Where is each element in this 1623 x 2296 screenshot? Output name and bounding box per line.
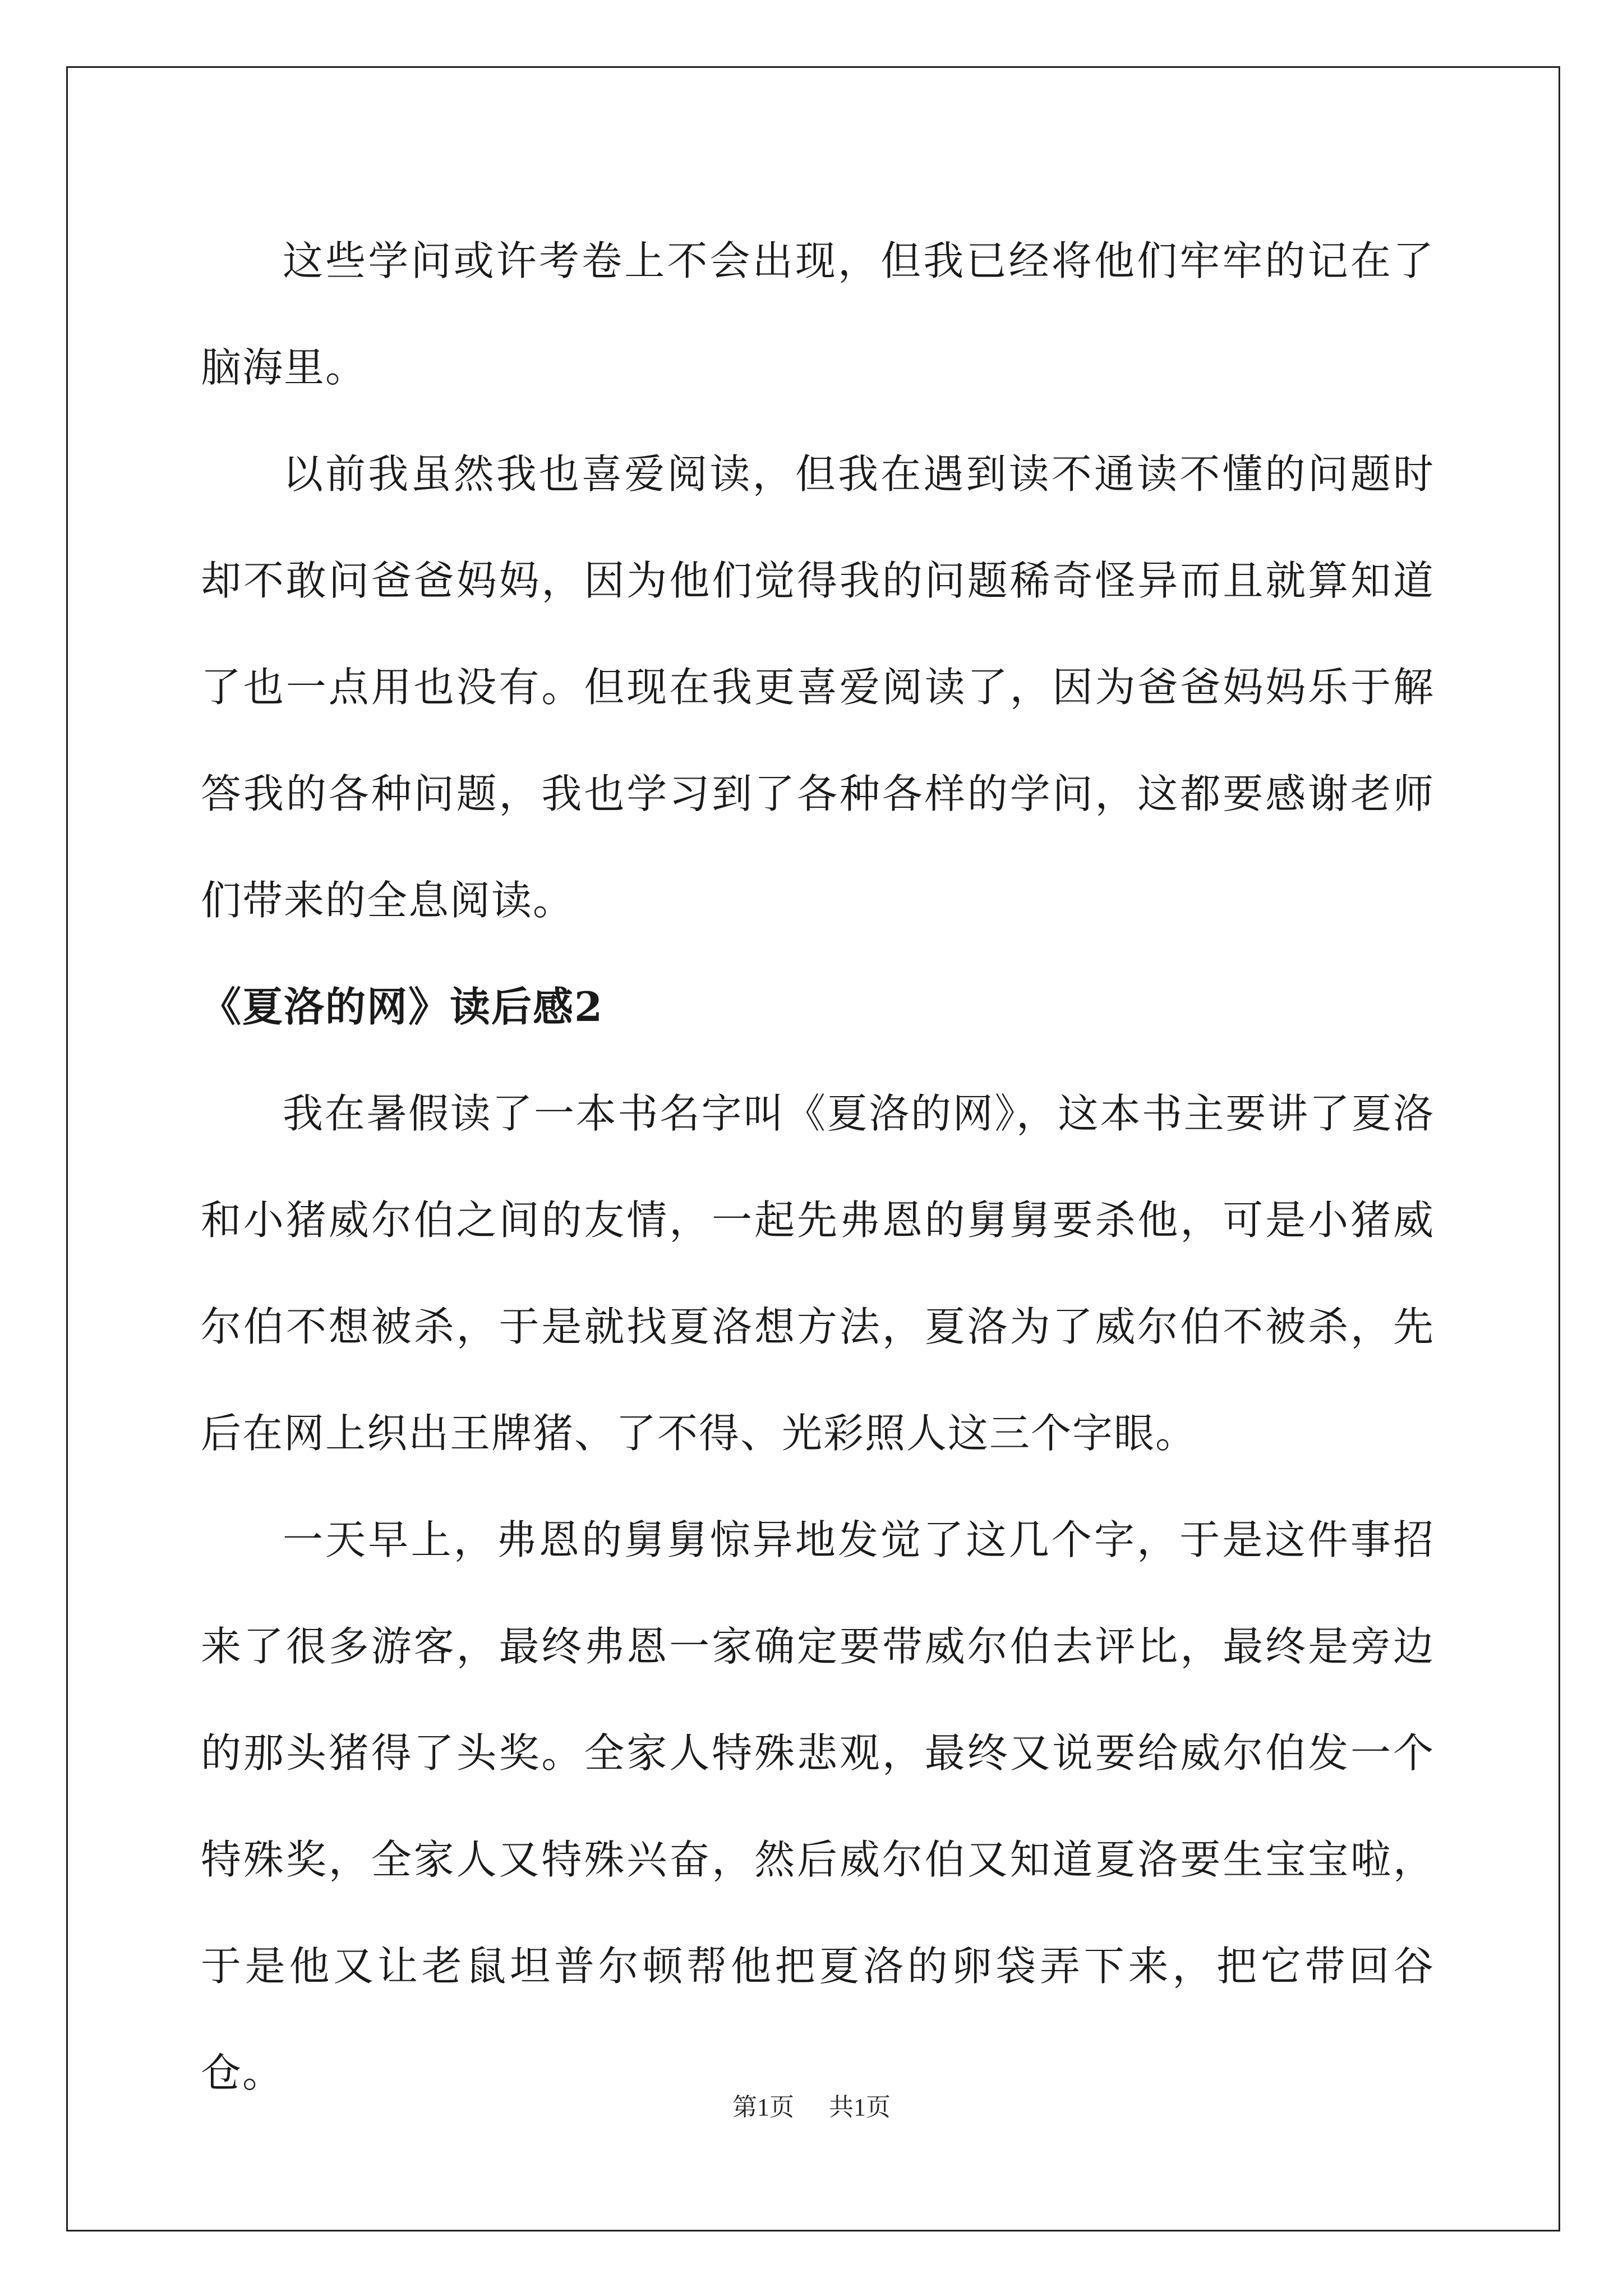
paragraph-2: 以前我虽然我也喜爱阅读，但我在遇到读不通读不懂的问题时却不敢问爸爸妈妈，因为他们觉得我的问题稀奇怪异而且就算知道了也一点用也没有。但现在我更喜爱阅读了，因为爸爸妈妈乐于解答我的各种问题，我也学习到了各种各样的学问，这都要感谢老师们带来的全息阅读。 (201, 450, 1435, 924)
paragraph-1: 这些学问或许考卷上不会出现，但我已经将他们牢牢的记在了脑海里。 (201, 237, 1435, 391)
page-footer (0, 2087, 1623, 2123)
paragraph-4: 一天早上，弗恩的舅舅惊异地发觉了这几个字，于是这件事招来了很多游客，最终弗恩一家确定要带威尔伯去评比，最终是旁边的那头猪得了头奖。全家人特殊悲观，最终又说要给威尔伯发一个特殊奖，全家人又特殊兴奋，然后威尔伯又知道夏洛要生宝宝啦，于是他又让老鼠坦普尔顿帮他把夏洛的卵袋弄下来，把它带回谷仓。 (201, 1516, 1435, 2096)
paragraph-3: 我在暑假读了一本书名字叫《夏洛的网》，这本书主要讲了夏洛和小猪威尔伯之间的友情，一起先弗恩的舅舅要杀他，可是小猪威尔伯不想被杀，于是就找夏洛想方法，夏洛为了威尔伯不被杀，先后在网上织出王牌猪、了不得、光彩照人这三个字眼。 (201, 1090, 1435, 1457)
document-body (201, 208, 1435, 2126)
page-total: 共1页 (829, 2093, 891, 2121)
page-number: 第1页 (732, 2093, 794, 2121)
section-heading: 《夏洛的网》读后感2 (201, 983, 604, 1030)
